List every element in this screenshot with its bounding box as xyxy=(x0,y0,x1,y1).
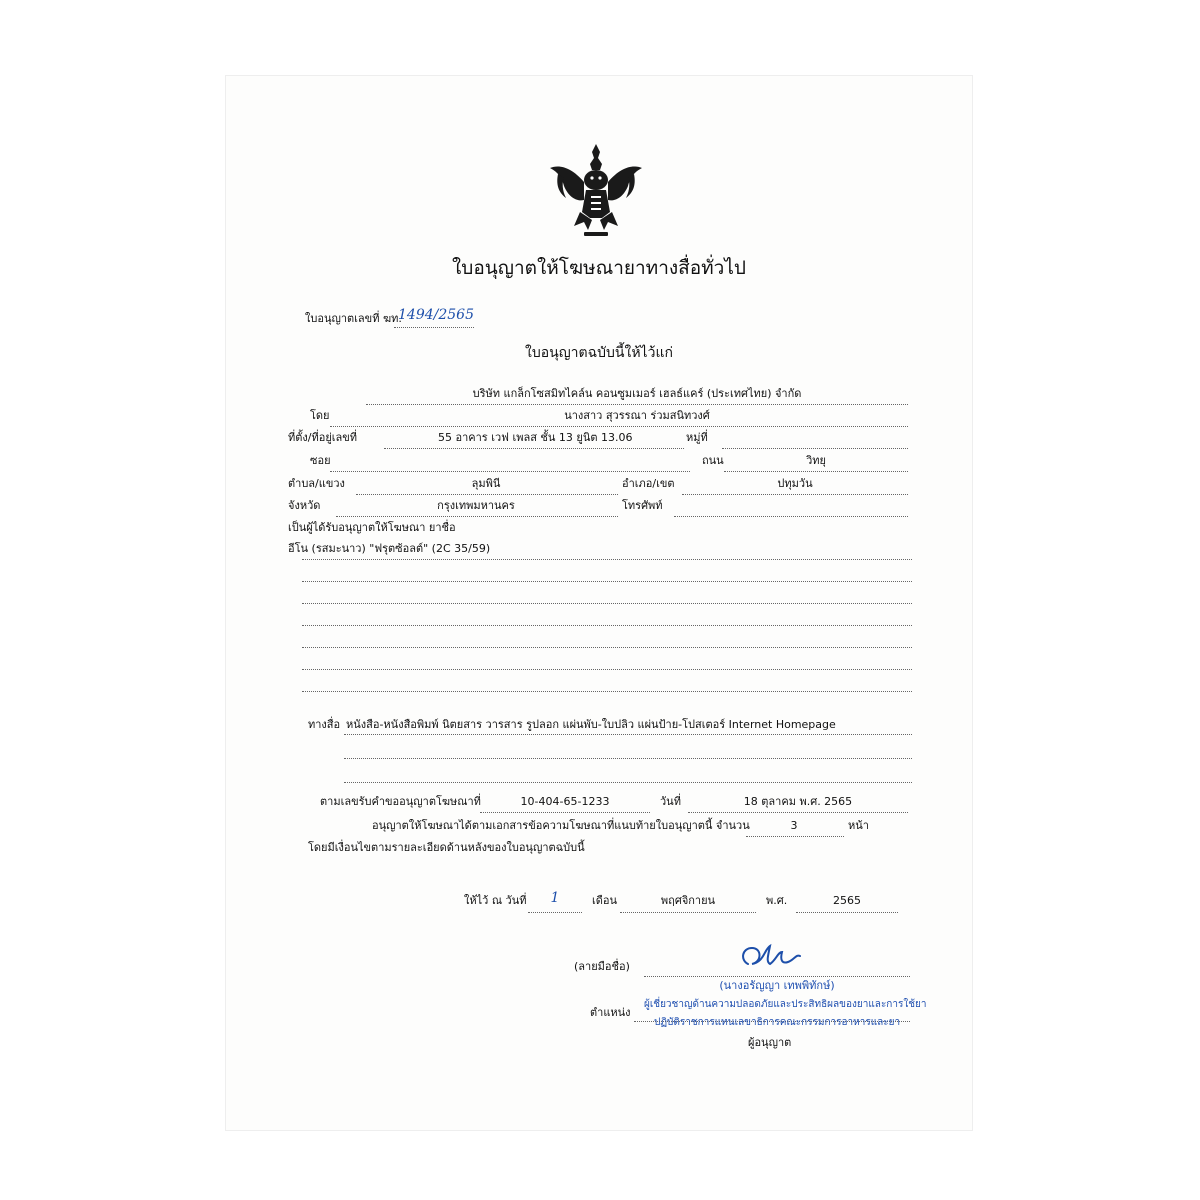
drug-line-7 xyxy=(302,691,912,692)
drug-line-5 xyxy=(302,647,912,648)
soi-line xyxy=(330,471,690,472)
company-line xyxy=(366,404,908,405)
phone-line xyxy=(674,516,908,517)
road-value: วิทยุ xyxy=(806,454,826,467)
date-value: 18 ตุลาคม พ.ศ. 2565 xyxy=(743,795,853,808)
request-line xyxy=(480,812,650,813)
month-label: เดือน xyxy=(592,894,618,907)
licensor-label: ผู้อนุญาต xyxy=(748,1036,792,1049)
phone-label: โทรศัพท์ xyxy=(622,499,663,512)
subdistrict-line xyxy=(356,494,618,495)
date-line xyxy=(688,812,908,813)
request-label: ตามเลขรับคำขออนุญาตโฆษณาที่ xyxy=(320,795,481,808)
by-label: โดย xyxy=(310,409,330,422)
date-label: วันที่ xyxy=(660,795,681,808)
request-value: 10-404-65-1233 xyxy=(520,795,610,808)
conditions-text: โดยมีเงื่อนไขตามรายละเอียดด้านหลังของใบอนุญาตฉบับนี้ xyxy=(308,841,585,854)
drug-line-6 xyxy=(302,669,912,670)
pages-value: 3 xyxy=(790,819,798,832)
district-label: อำเภอ/เขต xyxy=(622,477,675,490)
soi-label: ซอย xyxy=(310,454,331,467)
month-line xyxy=(620,912,756,913)
media-line-2 xyxy=(344,758,912,759)
drug-line-2 xyxy=(302,581,912,582)
drug-line-1 xyxy=(302,559,912,560)
subdistrict-label: ตำบล/แขวง xyxy=(288,477,345,490)
drug-label: เป็นผู้ได้รับอนุญาตให้โฆษณา ยาชื่อ xyxy=(288,521,456,534)
media-label: ทางสื่อ xyxy=(308,718,341,731)
signer-name: (นางอรัญญา เทพพิทักษ์) xyxy=(719,979,835,992)
allow-text: อนุญาตให้โฆษณาได้ตามเอกสารข้อความโฆษณาที่แนบท้ายใบอนุญาตนี้ จำนวน xyxy=(372,819,750,832)
by-line xyxy=(330,426,908,427)
company-name: บริษัท แกล็กโซสมิทไคล์น คอนซูมเมอร์ เฮลธ์แคร์ (ประเทศไทย) จำกัด xyxy=(472,387,802,400)
pages-unit: หน้า xyxy=(848,819,869,832)
month-value: พฤศจิกายน xyxy=(660,894,716,907)
handwritten-signature xyxy=(734,938,814,978)
address-label: ที่ตั้ง/ที่อยู่เลขที่ xyxy=(288,431,358,444)
signature-line xyxy=(644,976,910,977)
drug-line-3 xyxy=(302,603,912,604)
position-label: ตำแหน่ง xyxy=(590,1006,631,1019)
year-label: พ.ศ. xyxy=(766,894,788,907)
province-label: จังหวัด xyxy=(288,499,321,512)
position-line-1: ผู้เชี่ยวชาญด้านความปลอดภัยและประสิทธิผลของยาและการใช้ยา xyxy=(644,999,927,1010)
drug-value: อีโน (รสมะนาว) "ฟรุตซ้อลต์" (2C 35/59) xyxy=(288,542,491,555)
position-line-2: ปฏิบัติราชการแทนเลขาธิการคณะกรรมการอาหารและยา xyxy=(654,1017,901,1028)
year-value: 2565 xyxy=(833,894,861,907)
subdistrict-value: ลุมพินี xyxy=(471,477,501,490)
media-line-1 xyxy=(344,734,912,735)
address-line xyxy=(384,448,684,449)
road-line xyxy=(724,471,908,472)
media-value: หนังสือ-หนังสือพิมพ์ นิตยสาร วารสาร รูปลอก แผ่นพับ-ใบปลิว แผ่นป้าย-โปสเตอร์ Internet Homepage xyxy=(346,718,836,731)
license-no-label: ใบอนุญาตเลขที่ ฆท. xyxy=(305,312,402,325)
district-line xyxy=(682,494,908,495)
document-title: ใบอนุญาตให้โฆษณายาทางสื่อทั่วไป xyxy=(452,257,746,279)
by-value: นางสาว สุวรรณา ร่วมสนิทวงศ์ xyxy=(564,409,710,422)
media-line-3 xyxy=(344,782,912,783)
garuda-emblem-icon xyxy=(544,138,648,242)
drug-line-4 xyxy=(302,625,912,626)
pages-line xyxy=(746,836,844,837)
license-paper xyxy=(226,76,972,1130)
granted-to-heading: ใบอนุญาตฉบับนี้ให้ไว้แก่ xyxy=(525,345,673,361)
year-line xyxy=(796,912,898,913)
moo-line xyxy=(722,448,908,449)
signature-label: (ลายมือชื่อ) xyxy=(574,960,630,973)
given-day: 1 xyxy=(550,890,560,906)
moo-label: หมู่ที่ xyxy=(686,431,708,444)
license-no-line xyxy=(394,327,474,328)
given-day-line xyxy=(528,912,582,913)
license-no-value: 1494/2565 xyxy=(398,307,474,323)
address-value: 55 อาคาร เวฟ เพลส ชั้น 13 ยูนิต 13.06 xyxy=(438,431,633,444)
district-value: ปทุมวัน xyxy=(777,477,813,490)
road-label: ถนน xyxy=(702,454,724,467)
province-value: กรุงเทพมหานคร xyxy=(437,499,515,512)
given-label: ให้ไว้ ณ วันที่ xyxy=(464,894,527,907)
province-line xyxy=(336,516,618,517)
